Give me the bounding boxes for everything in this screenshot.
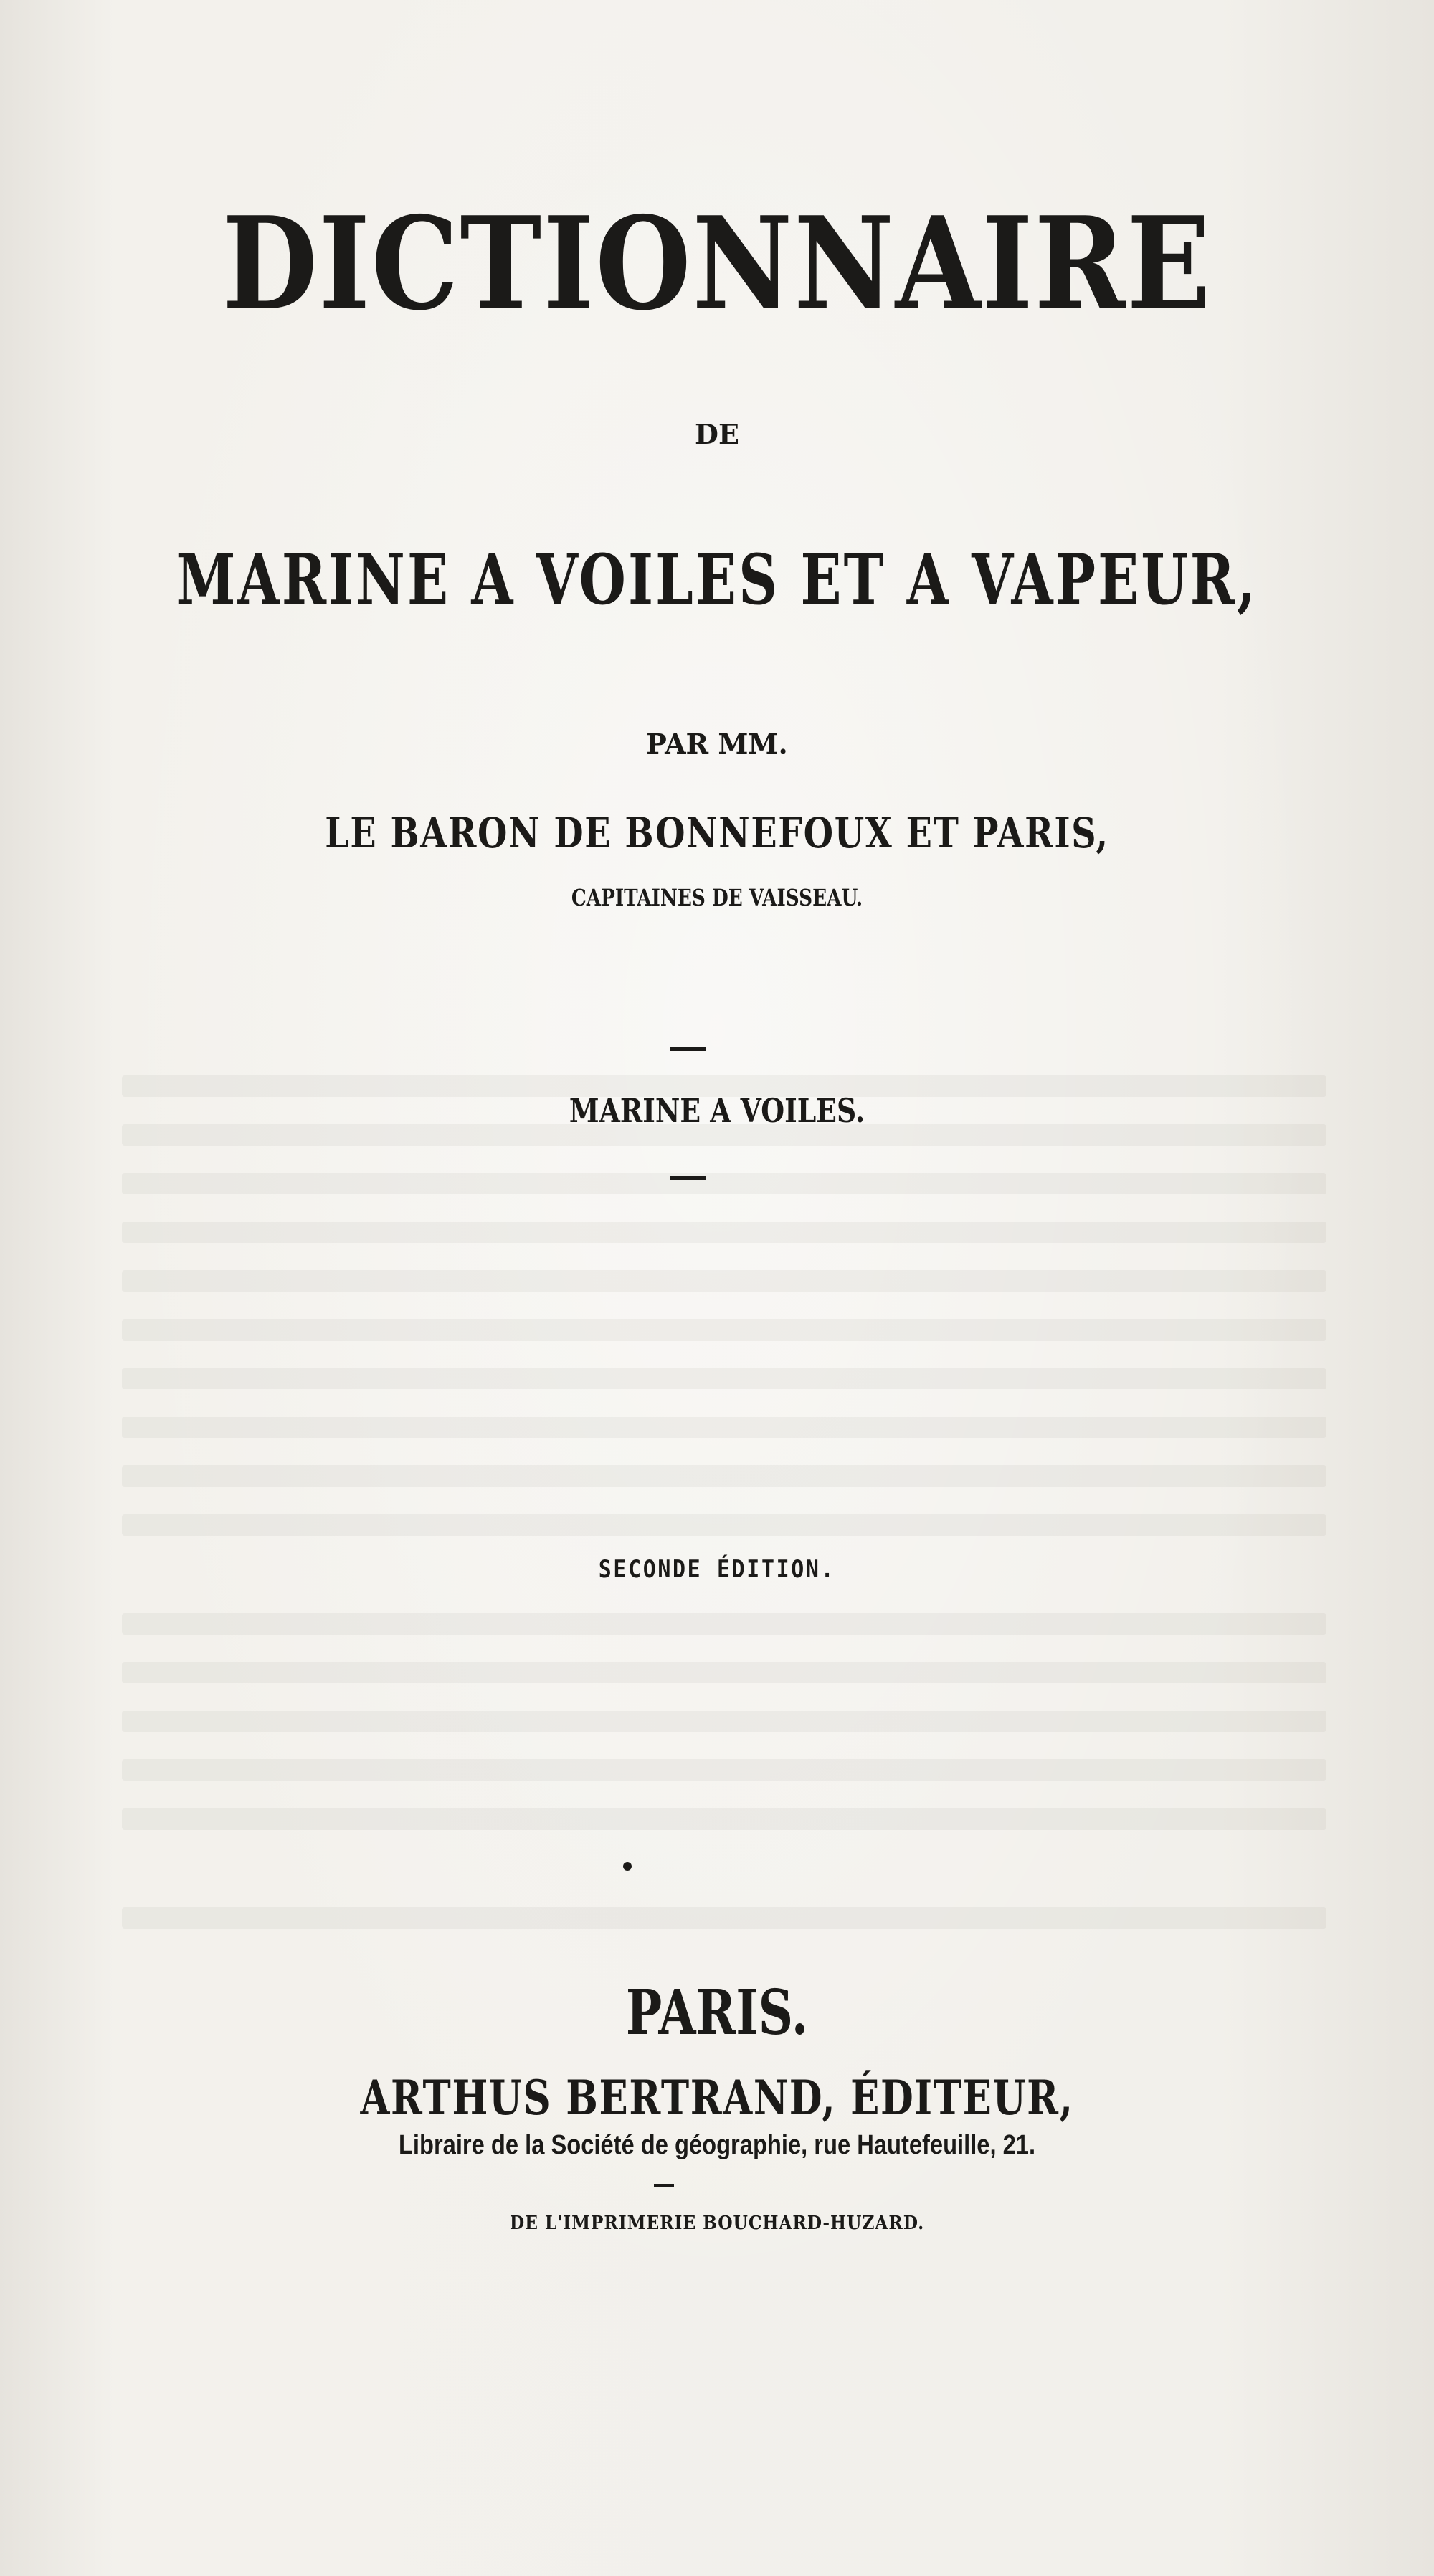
imprint-city: PARIS. — [625, 1977, 809, 2049]
ornament-dot — [623, 1862, 632, 1871]
show-through-band — [122, 1465, 1326, 1487]
show-through-band — [122, 1368, 1326, 1389]
show-through-band — [122, 1759, 1326, 1781]
show-through-band — [122, 1662, 1326, 1683]
book-title: DICTIONNAIRE — [222, 189, 1212, 338]
show-through-band — [122, 1173, 1326, 1194]
show-through-band — [122, 1907, 1326, 1929]
authors: LE BARON DE BONNEFOUX ET PARIS, — [325, 809, 1109, 857]
book-subtitle: MARINE A VOILES ET A VAPEUR, — [176, 539, 1258, 620]
rule-divider — [670, 1047, 706, 1051]
part-title: MARINE A VOILES. — [569, 1091, 865, 1130]
show-through-band — [122, 1711, 1326, 1732]
show-through-band — [122, 1270, 1326, 1292]
rule-divider — [670, 1176, 706, 1180]
show-through-band — [122, 1613, 1326, 1635]
show-through-band — [122, 1808, 1326, 1830]
publisher: ARTHUS BERTRAND, ÉDITEUR, — [360, 2070, 1074, 2126]
show-through-band — [122, 1319, 1326, 1341]
rule-divider — [654, 2184, 674, 2187]
by-line: PAR MM. — [646, 728, 788, 760]
publisher-address: Libraire de la Société de géographie, rue Hautefeuille, 21. — [398, 2130, 1036, 2160]
show-through-band — [122, 1514, 1326, 1536]
show-through-band — [122, 1417, 1326, 1438]
title-connector: DE — [695, 418, 739, 450]
printer: DE L'IMPRIMERIE BOUCHARD-HUZARD. — [509, 2213, 925, 2234]
show-through-band — [122, 1222, 1326, 1243]
edition: SECONDE ÉDITION. — [598, 1555, 836, 1584]
authors-title: CAPITAINES DE VAISSEAU. — [571, 884, 863, 911]
